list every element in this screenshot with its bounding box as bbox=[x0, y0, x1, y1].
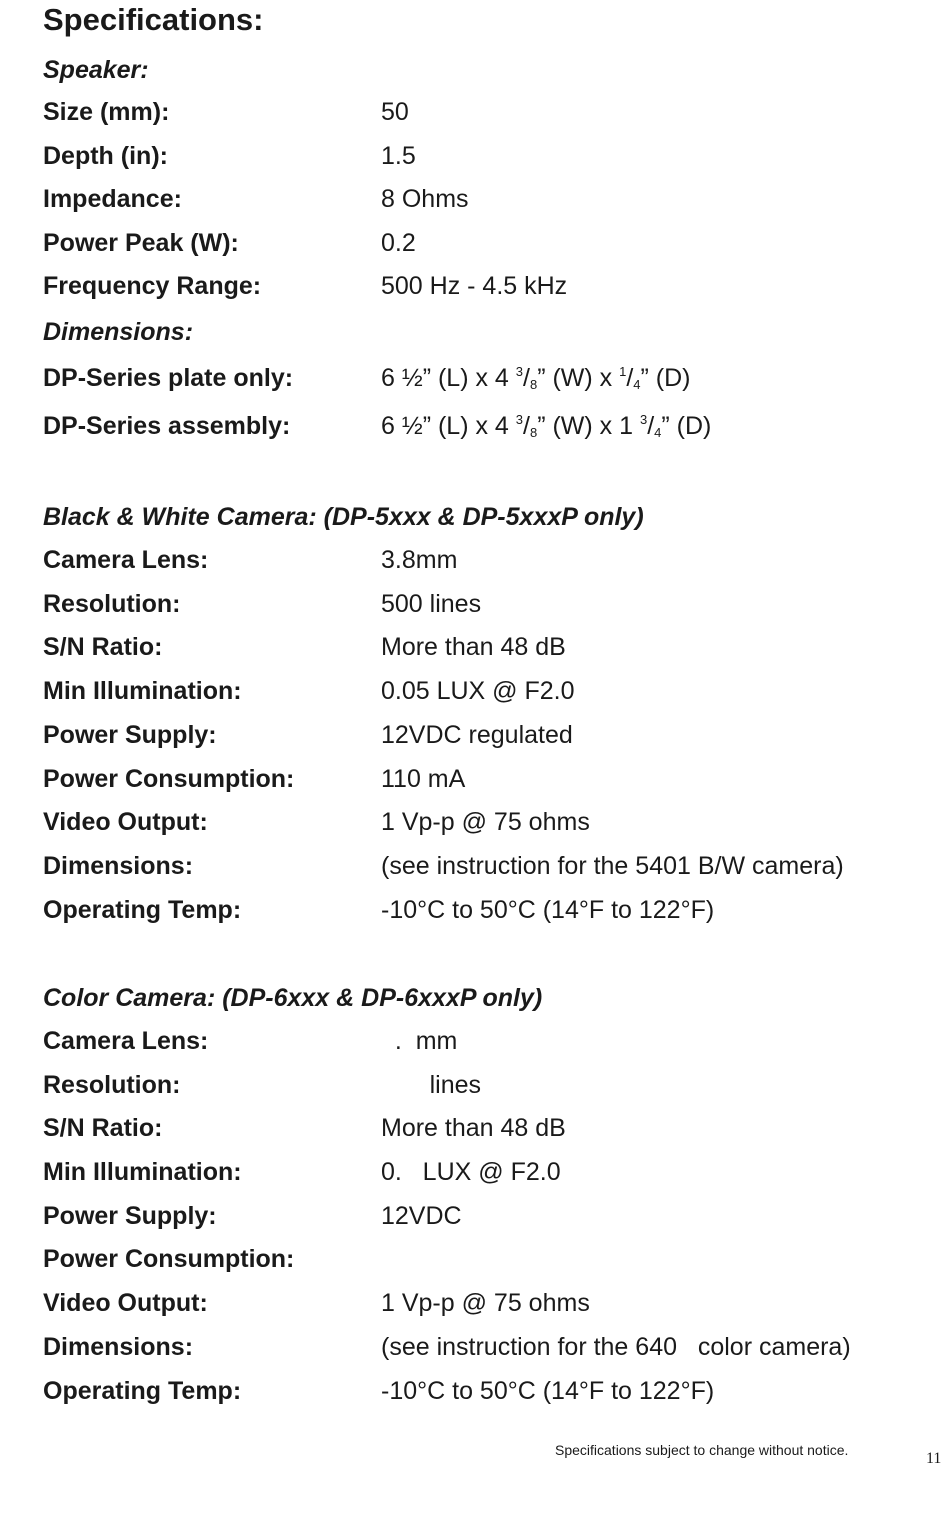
fraction-denominator: 4 bbox=[633, 377, 641, 392]
spec-row-resolution bbox=[43, 590, 933, 626]
spec-row-dimensions bbox=[43, 852, 933, 888]
spec-label: DP-Series assembly: bbox=[43, 412, 291, 440]
dim-text: ” (D) bbox=[661, 412, 712, 440]
spec-label: Operating Temp: bbox=[43, 896, 242, 924]
spec-value: (see instruction for the 5401 B/W camera) bbox=[381, 852, 844, 880]
spec-label: Impedance: bbox=[43, 185, 182, 213]
spec-value: 6 ½” (L) x 4 $^3/_8$” (W) x $^1/_4$” (D) bbox=[381, 364, 691, 392]
speaker-heading: Speaker: bbox=[43, 56, 149, 84]
spec-row-impedance bbox=[43, 185, 933, 221]
spec-value: 0.2 bbox=[381, 229, 416, 257]
spec-row-power-peak bbox=[43, 229, 933, 265]
spec-label: Power Supply: bbox=[43, 721, 217, 749]
page-title: Specifications: bbox=[43, 2, 264, 37]
spec-row-camera-lens bbox=[43, 1027, 933, 1063]
spec-label: S/N Ratio: bbox=[43, 1114, 163, 1142]
spec-label: Frequency Range: bbox=[43, 272, 262, 300]
spec-row-power-consumption bbox=[43, 1245, 933, 1281]
spec-value: 0.05 LUX @ F2.0 bbox=[381, 677, 575, 705]
spec-row-video-output bbox=[43, 1289, 933, 1325]
spec-row-power-supply bbox=[43, 1202, 933, 1238]
spec-row-resolution bbox=[43, 1071, 933, 1107]
color-camera-heading: Color Camera: (DP-6xxx & DP-6xxxP only) bbox=[43, 984, 543, 1012]
spec-row-sn-ratio bbox=[43, 633, 933, 669]
spec-row-camera-lens bbox=[43, 546, 933, 582]
dim-text: ” (W) x bbox=[537, 364, 620, 392]
fraction-numerator: 3 bbox=[515, 412, 523, 427]
spec-row-frequency-range bbox=[43, 272, 933, 308]
spec-label: Power Consumption: bbox=[43, 1245, 295, 1273]
fraction-denominator: 4 bbox=[654, 425, 662, 440]
spec-label: Dimensions: bbox=[43, 852, 194, 880]
bw-camera-heading: Black & White Camera: (DP-5xxx & DP-5xxxP only) bbox=[43, 503, 644, 531]
spec-row-video-output bbox=[43, 808, 933, 844]
spec-value: (see instruction for the 640 color camera) bbox=[381, 1333, 851, 1361]
spec-value: 1 Vp-p @ 75 ohms bbox=[381, 808, 590, 836]
spec-label: Depth (in): bbox=[43, 142, 168, 170]
dim-text: ” (D) bbox=[640, 364, 691, 392]
spec-label: Power Supply: bbox=[43, 1202, 217, 1230]
spec-value: 6 ½” (L) x 4 $^3/_8$” (W) x 1 $^3/_4$” (D) bbox=[381, 412, 712, 440]
spec-value: 12VDC regulated bbox=[381, 721, 573, 749]
spec-row-power-supply bbox=[43, 721, 933, 757]
spec-value: 12VDC bbox=[381, 1202, 462, 1230]
spec-value: 1 Vp-p @ 75 ohms bbox=[381, 1289, 590, 1317]
spec-row-dimensions bbox=[43, 1333, 933, 1369]
spec-value: 500 lines bbox=[381, 590, 482, 618]
dim-text: 6 ½” (L) x 4 bbox=[381, 412, 516, 440]
page-number: 11 bbox=[926, 1450, 942, 1467]
spec-row-sn-ratio bbox=[43, 1114, 933, 1150]
spec-row-operating-temp bbox=[43, 896, 933, 932]
spec-row-plate-dimensions bbox=[43, 364, 933, 400]
spec-row-power-consumption bbox=[43, 765, 933, 801]
dim-text: 6 ½” (L) x 4 bbox=[381, 364, 516, 392]
spec-row-assembly-dimensions bbox=[43, 412, 933, 448]
spec-value: 110 mA bbox=[381, 765, 466, 793]
spec-value: lines bbox=[381, 1071, 482, 1099]
spec-label: Operating Temp: bbox=[43, 1377, 242, 1405]
spec-label: Size (mm): bbox=[43, 98, 170, 126]
spec-row-size bbox=[43, 98, 933, 134]
spec-value: . mm bbox=[381, 1027, 458, 1055]
spec-label: Resolution: bbox=[43, 1071, 181, 1099]
spec-row-depth bbox=[43, 142, 933, 178]
spec-value: More than 48 dB bbox=[381, 1114, 566, 1142]
spec-value: 500 Hz - 4.5 kHz bbox=[381, 272, 568, 300]
spec-label: Camera Lens: bbox=[43, 546, 209, 574]
spec-value: 1.5 bbox=[381, 142, 416, 170]
dimensions-heading: Dimensions: bbox=[43, 318, 194, 346]
spec-row-operating-temp bbox=[43, 1377, 933, 1413]
spec-value: 50 bbox=[381, 98, 409, 126]
fraction-denominator: 8 bbox=[529, 377, 538, 392]
spec-label: Min Illumination: bbox=[43, 677, 242, 705]
spec-label: Video Output: bbox=[43, 1289, 208, 1317]
spec-label: Power Consumption: bbox=[43, 765, 295, 793]
spec-label: S/N Ratio: bbox=[43, 633, 163, 661]
spec-value: More than 48 dB bbox=[381, 633, 566, 661]
spec-row-min-illumination bbox=[43, 1158, 933, 1194]
spec-label: Video Output: bbox=[43, 808, 208, 836]
fraction-numerator: 1 bbox=[619, 364, 627, 379]
spec-value: 3.8mm bbox=[381, 546, 458, 574]
fraction-numerator: 3 bbox=[515, 364, 523, 379]
spec-row-min-illumination bbox=[43, 677, 933, 713]
spec-label: DP-Series plate only: bbox=[43, 364, 294, 392]
spec-value: 0. LUX @ F2.0 bbox=[381, 1158, 561, 1186]
spec-label: Min Illumination: bbox=[43, 1158, 242, 1186]
spec-label: Resolution: bbox=[43, 590, 181, 618]
spec-value: -10°C to 50°C (14°F to 122°F) bbox=[381, 1377, 715, 1405]
footer-note: Specifications subject to change without notice. bbox=[555, 1442, 849, 1458]
fraction-numerator: 3 bbox=[639, 412, 648, 427]
spec-value: -10°C to 50°C (14°F to 122°F) bbox=[381, 896, 715, 924]
spec-label: Dimensions: bbox=[43, 1333, 194, 1361]
fraction-denominator: 8 bbox=[529, 425, 538, 440]
spec-value: 8 Ohms bbox=[381, 185, 469, 213]
dim-text: ” (W) x 1 bbox=[537, 412, 640, 440]
spec-label: Power Peak (W): bbox=[43, 229, 239, 257]
spec-label: Camera Lens: bbox=[43, 1027, 209, 1055]
